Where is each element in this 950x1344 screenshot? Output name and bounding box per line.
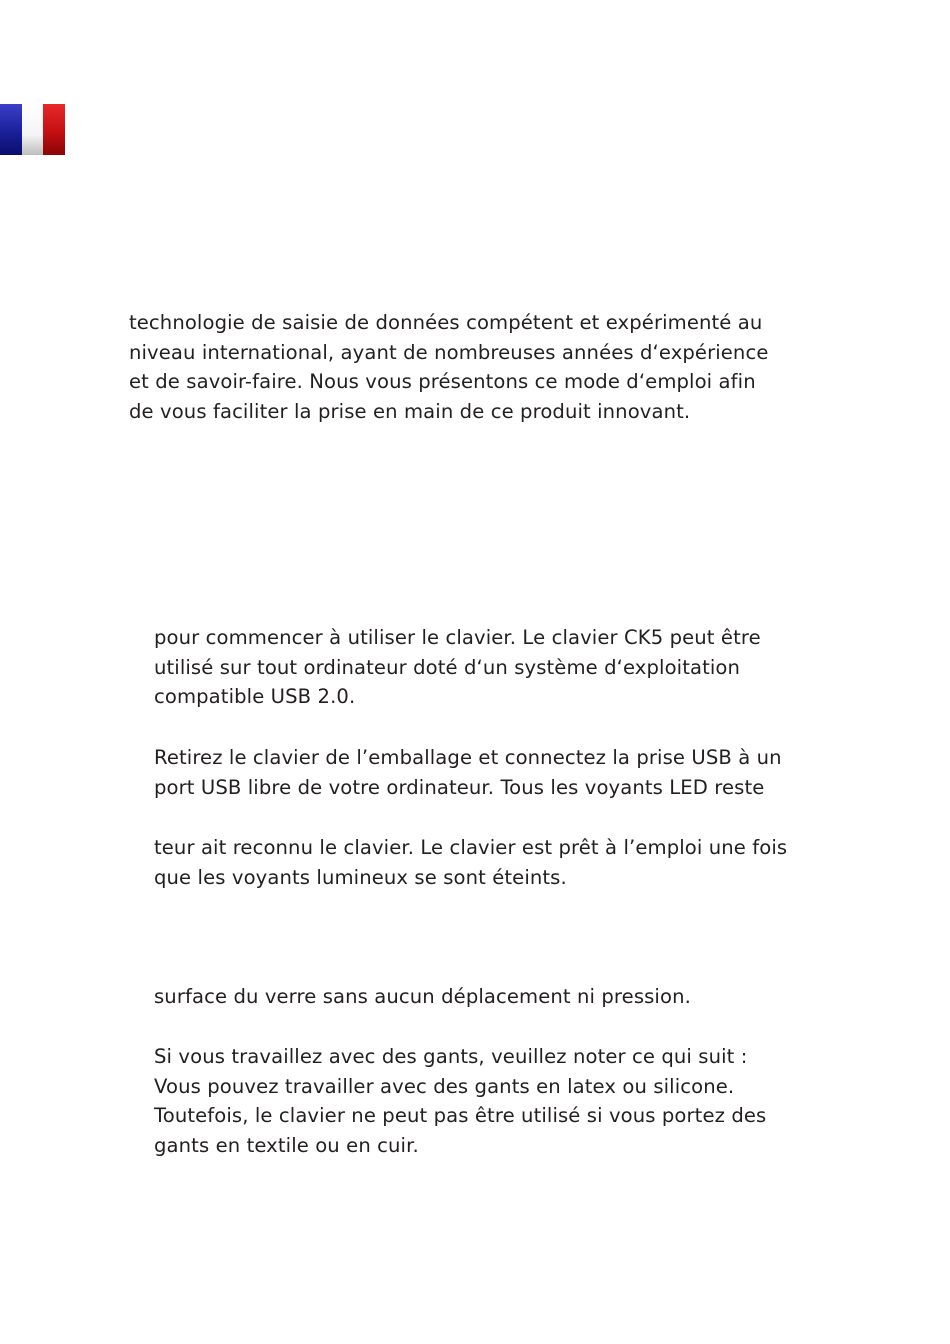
text-line: Toutefois, le clavier ne peut pas être utilisé si vous portez des [154, 1104, 767, 1128]
text-line: port USB libre de votre ordinateur. Tous les voyants LED reste [154, 775, 765, 799]
touch-surface-paragraph [154, 982, 691, 1012]
intro-paragraph [129, 308, 768, 427]
text-line: que les voyants lumineux se sont éteints. [154, 865, 567, 889]
text-line: Retirez le clavier de l’emballage et connectez la prise USB à un [154, 746, 782, 769]
flag-white-stripe [22, 104, 44, 155]
text-line: de vous faciliter la prise en main de ce produit innovant. [129, 400, 691, 424]
text-line: Si vous travaillez avec des gants, veuillez noter ce qui suit : [154, 1045, 748, 1068]
ready-paragraph [154, 833, 787, 892]
gloves-paragraph [154, 1042, 766, 1161]
france-flag-icon [0, 104, 65, 155]
flag-red-stripe [43, 104, 65, 155]
text-line: compatible USB 2.0. [154, 685, 356, 709]
text-line: technologie de saisie de données compétent et expérimenté au [129, 311, 763, 334]
text-line: utilisé sur tout ordinateur doté d‘un système d‘exploitation [154, 655, 741, 679]
text-line: niveau international, ayant de nombreuses années d‘expérience [129, 340, 769, 364]
text-line: et de savoir-faire. Nous vous présentons ce mode d‘emploi afin [129, 370, 756, 394]
text-line: Vous pouvez travailler avec des gants en latex ou silicone. [154, 1074, 735, 1098]
text-line: gants en textile ou en cuir. [154, 1134, 419, 1158]
text-line: teur ait reconnu le clavier. Le clavier est prêt à l’emploi une fois [154, 836, 788, 859]
flag-blue-stripe [0, 104, 22, 155]
text-line: pour commencer à utiliser le clavier. Le clavier CK5 peut être [154, 626, 761, 649]
text-line: surface du verre sans aucun déplacement ni pression. [154, 985, 691, 1008]
getting-started-paragraph [154, 623, 761, 712]
installation-paragraph [154, 743, 782, 802]
